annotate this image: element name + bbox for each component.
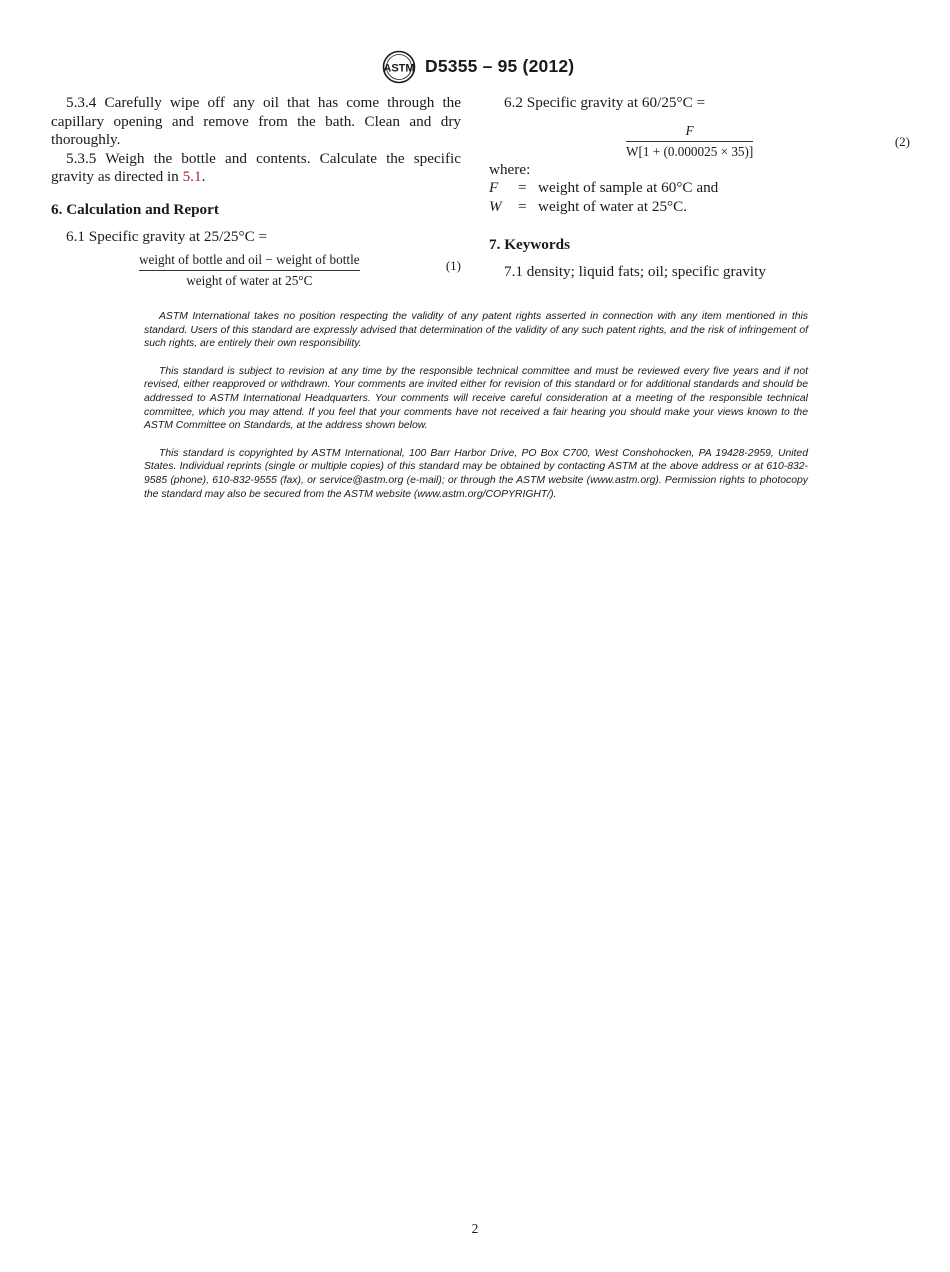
equation-2-number: (2)	[894, 133, 910, 149]
equation-2	[489, 115, 910, 159]
where-item	[489, 198, 899, 217]
section-6-heading: 6. Calculation and Report	[51, 200, 219, 218]
paragraph-6-1: 6.1 Specific gravity at 25/25°C =	[66, 227, 268, 245]
page-number: 2	[471, 1221, 479, 1236]
equation-2-numerator: F	[626, 123, 753, 142]
astm-logo-icon	[380, 50, 418, 84]
paragraph-5-3-5: 5.3.5 Weigh the bottle and contents. Calculate the specific gravity as directed in 5.1.	[51, 149, 461, 186]
svg-text:ASTM: ASTM	[383, 62, 415, 75]
where-definition: weight of water at 25°C.	[538, 197, 688, 215]
equation-1-denominator: weight of water at 25°C	[186, 273, 313, 289]
revision-notice: This standard is subject to revision at any time by the responsible technical committee and must be reviewed every five years and if not revised, either reapproved or withdrawn. Your comments are invited either for revision of this standard or for additional standards and should be addressed to ASTM International Headquarters. Your comments will receive careful consideration at a meeting of the responsible technical committee, which you may attend. If you feel that your comments have not received a fair hearing you should make your views known to the ASTM Committee on Standards, at the address shown below.	[144, 365, 808, 432]
copyright-notice: This standard is copyrighted by ASTM International, 100 Barr Harbor Drive, PO Box C700, West Conshohocken, PA 19428-2959, United States. Individual reprints (single or multiple copies) of this standard may be obtained by contacting ASTM at the above address or at 610-832-9585 (phone), 610-832-9555 (fax), or service@astm.org (e-mail); or through the ASTM website (www.astm.org). Permission rights to photocopy the standard may also be secured from the ASTM website (www.astm.org/COPYRIGHT/).	[144, 447, 808, 500]
equation-2-denominator: W[1 + (0.000025 × 35)]	[626, 143, 754, 159]
section-5-1-link[interactable]: 5.1	[182, 168, 202, 186]
equation-1	[51, 248, 461, 292]
patent-notice: ASTM International takes no position respecting the validity of any patent rights asserted in connection with any item mentioned in this standard. Users of this standard are expressly advised that determination of the validity of any such patent rights, and the risk of infringement of such rights, are entirely their own responsibility.	[144, 311, 808, 350]
where-definition: weight of sample at 60°C and	[538, 179, 719, 197]
standard-designation: D5355 – 95 (2012)	[425, 56, 575, 76]
equation-2-fraction	[626, 123, 753, 160]
where-item	[489, 179, 899, 198]
paragraph-6-2: 6.2 Specific gravity at 60/25°C =	[504, 94, 706, 111]
where-symbol: F	[489, 179, 499, 197]
right-column	[489, 94, 910, 282]
left-column	[51, 94, 461, 292]
paragraph-7-1: 7.1 density; liquid fats; oil; specific gravity	[504, 262, 766, 280]
where-equals: =	[518, 197, 527, 215]
page-header	[0, 50, 950, 86]
equation-1-numerator: weight of bottle and oil − weight of bottle	[139, 252, 360, 271]
paragraph-5-3-4: 5.3.4 Carefully wipe off any oil that has come through the capillary opening and remove from the bath. Clean and dry thoroughly.	[51, 94, 462, 149]
equation-1-number: (1)	[445, 258, 461, 274]
where-equals: =	[518, 179, 527, 197]
section-7-heading: 7. Keywords	[489, 236, 570, 254]
where-label: where:	[489, 160, 531, 178]
legal-notices	[144, 310, 808, 515]
where-symbol: W	[489, 197, 502, 215]
equation-1-fraction	[139, 252, 360, 289]
